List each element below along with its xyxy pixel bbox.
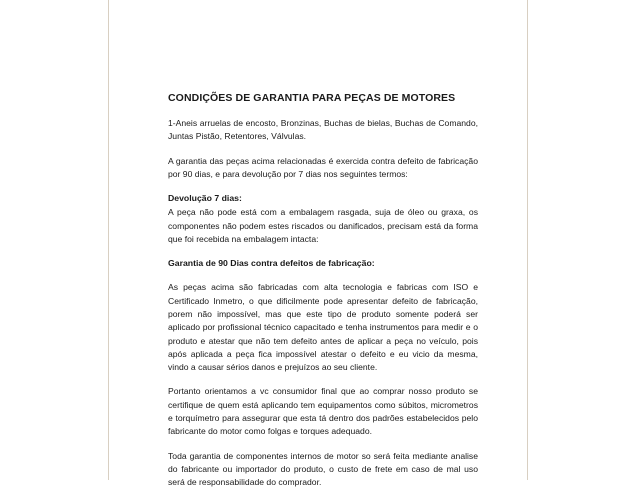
page-title: CONDIÇÕES DE GARANTIA PARA PEÇAS DE MOTORES — [168, 92, 456, 104]
parts-list-paragraph: 1-Aneis arruelas de encosto, Bronzinas, Buchas de bielas, Buchas de Comando, Juntas Pistão, Retentores, Válvulas. — [168, 118, 478, 142]
return-policy-heading: Devolução 7 dias: — [168, 193, 242, 204]
warranty-90-days-heading: Garantia de 90 Dias contra defeitos de fabricação: — [168, 258, 375, 269]
warranty-internal-components-paragraph: Toda garantia de componentes internos de motor so será feita mediante analise do fabricante ou importador do produto, o custo de frete em caso de mal uso será de responsabilidade do comprador. — [168, 450, 478, 488]
document-body — [168, 92, 478, 501]
return-policy-text: A peça não pode está com a embalagem rasgada, suja de óleo ou graxa, os componentes não podem estes riscados ou danificados, precisam está da forma que foi recebida na embalagem intacta: — [168, 207, 478, 244]
warranty-90-days-paragraph-1: As peças acima são fabricadas com alta tecnologia e fabricas com ISO e Certificado Inmetro, o que dificilmente pode apresentar defeito de fabricação, porem não impossível, mas que este tipo de produto somente poderá ser aplicado por profissional técnico capacitado e tenha instrumentos para medir e o produto e atestar que não tem defeito antes de aplicar a peça no veículo, pois após aplicada a peça fica impossível atestar o defeito e eu vicio da mesma, vindo a causar sérios danos e prejuízos ao seu cliente. — [168, 282, 478, 373]
left-margin-rule — [108, 0, 109, 480]
warranty-90-days-section — [168, 257, 478, 438]
warranty-90-days-paragraph-2: Portanto orientamos a vc consumidor final que ao comprar nosso produto se certifique de quem está aplicando tem equipamentos como súbitos, micrometros e torquímetro para assegurar que esta tá dentro dos padrões estabelecidos pelo fabricante do motor como folgas e torques adequado. — [168, 386, 478, 437]
return-policy-section — [168, 192, 478, 246]
warranty-intro-paragraph: A garantia das peças acima relacionadas é exercida contra defeito de fabricação por 90 dias, e para devolução por 7 dias nos seguintes termos: — [168, 155, 478, 179]
right-margin-rule — [527, 0, 528, 480]
